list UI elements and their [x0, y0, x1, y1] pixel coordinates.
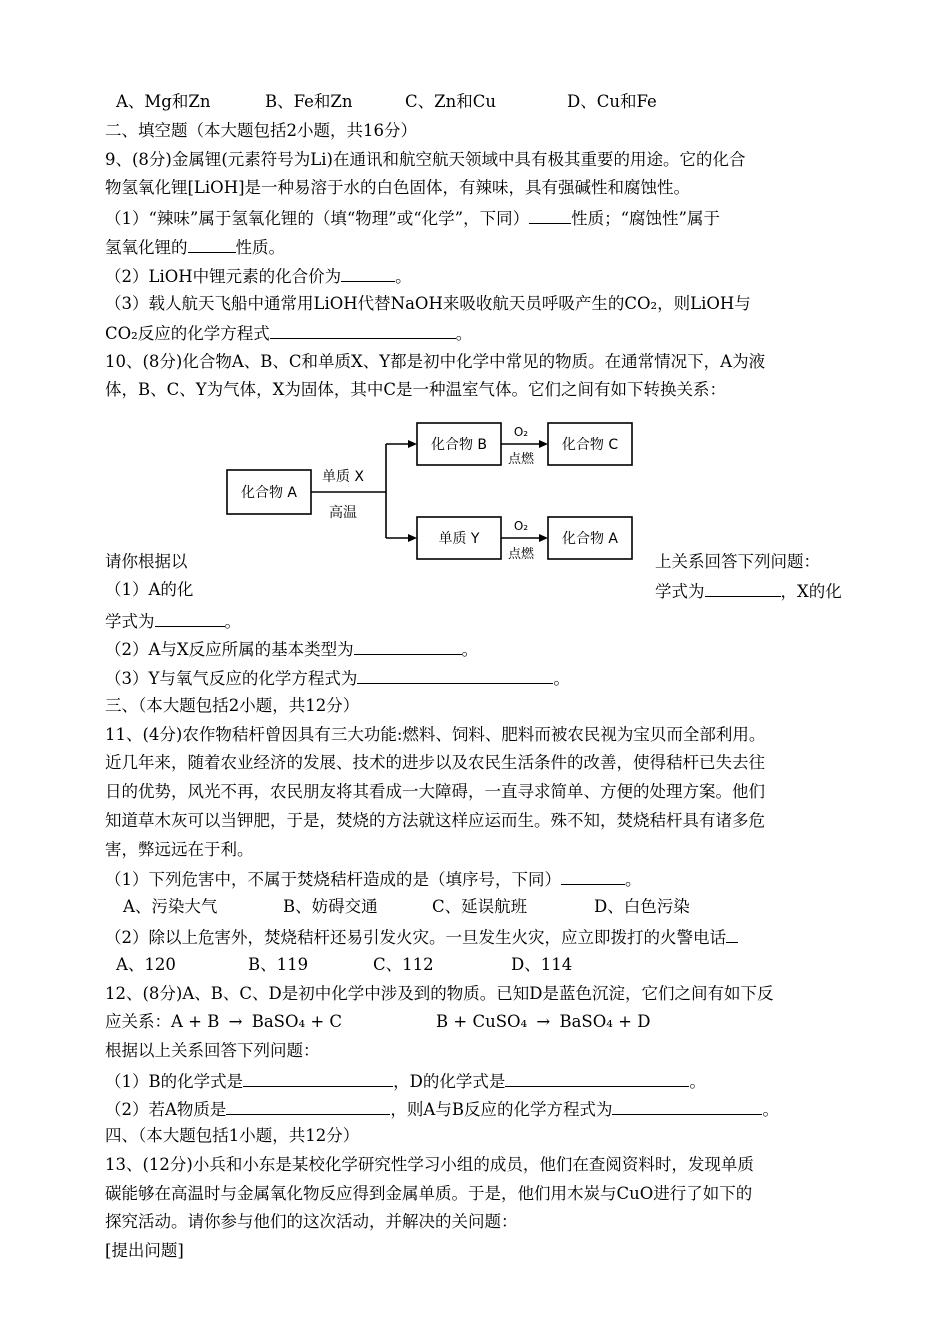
q10-blank-x-formula[interactable] — [155, 610, 225, 627]
q9-part1-text: （1）“辣味”属于氢氧化锂的（填“物理”或“化学”，下同） — [105, 209, 530, 228]
q9-line4-text2: 性质。 — [235, 238, 285, 257]
q13-line2: 碳能够在高温时与金属氧化物反应得到金属单质。于是，他们用木炭与CuO进行了如下的 — [105, 1184, 753, 1203]
q11-blank-fire-phone[interactable] — [726, 926, 738, 943]
diagram-arrowhead-a2 — [539, 534, 548, 542]
diagram-label-o2-top: O₂ — [513, 425, 529, 439]
q10-line6 — [105, 638, 478, 660]
q13-line1: 13、(12分)小兵和小东是某校化学研究性学习小组的成员，他们在查阅资料时，发现单质 — [105, 1155, 754, 1174]
q12-reaction2-right: BaSO₄ + D — [559, 1012, 651, 1031]
q10-line2: 体，B、C、Y为气体，X为固体，其中C是一种温室气体。它们之间有如下转换关系： — [105, 380, 727, 399]
q12-part1-end: 。 — [689, 1072, 706, 1091]
q10-line5-end: 。 — [224, 612, 241, 631]
q10-line3-right: 上关系回答下列问题： — [655, 552, 820, 571]
q8-option-b: B、Fe和Zn — [265, 92, 353, 111]
q12-blank-d-formula[interactable] — [505, 1070, 689, 1087]
q9-part1-text2: 性质；“腐蚀性”属于 — [571, 209, 720, 228]
q10-line4-right — [655, 580, 842, 602]
q11-line6 — [105, 868, 642, 890]
q12-blank-b-formula[interactable] — [243, 1070, 393, 1087]
q10-line4-text: 学式为 — [655, 582, 705, 601]
q12-part2-text: （2）若A物质是 — [105, 1100, 227, 1119]
q11-line2: 近几年来，随着农业经济的发展、技术的进步以及农民生活条件的改善，使得秸杆已失去往 — [105, 753, 765, 772]
diagram-label-high-temp: 高温 — [329, 505, 357, 521]
q11-option-c: C、延误航班 — [432, 897, 528, 916]
q12-reaction1-left: 应关系：A + B — [105, 1012, 220, 1031]
q11-phone-option-c: C、112 — [373, 955, 434, 974]
q11-line3: 日的优势，风光不再，农民朋友将其看成一大障碍，一直寻求简单、方便的处理方案。他们 — [105, 782, 765, 801]
diagram-label-element-y: 单质 Y — [438, 531, 480, 547]
q12-reaction1-arrow: → — [228, 1012, 243, 1031]
q12-line1: 12、(8分)A、B、C、D是初中化学中涉及到的物质。已知D是蓝色沉淀，它们之间有如下反 — [105, 984, 774, 1003]
diagram-label-ignite-top: 点燃 — [507, 452, 535, 467]
q11-phone-option-a: A、120 — [116, 955, 176, 974]
q10-part3-end: 。 — [553, 669, 570, 688]
q12-reaction1-right: BaSO₄ + C — [251, 1012, 343, 1031]
q9-line2: 物氢氧化锂[LiOH]是一种易溶于水的白色固体，有辣味，具有强碱性和腐蚀性。 — [105, 178, 691, 197]
q12-part1-text2: ，D的化学式是 — [393, 1072, 506, 1091]
q11-part1-end: 。 — [625, 870, 642, 889]
q12-reaction2-left: B + CuSO₄ — [436, 1012, 528, 1031]
q10-line4-left: （1）A的化 — [105, 580, 194, 599]
q12-reaction2 — [436, 1012, 650, 1032]
q10-part2-text: （2）A与X反应所属的基本类型为 — [105, 640, 354, 659]
diagram-label-compound-a: 化合物 A — [240, 485, 298, 501]
q10-blank-equation[interactable] — [357, 667, 553, 684]
q11-option-a: A、污染大气 — [123, 897, 218, 916]
q8-option-a: A、Mg和Zn — [116, 92, 211, 111]
q9-part2-end: 。 — [395, 267, 412, 286]
diagram-arrowhead-c — [539, 440, 548, 448]
q11-line1: 11、(4分)农作物秸杆曾因具有三大功能:燃料、饲料、肥料而被农民视为宝贝而全部利用。 — [105, 725, 766, 744]
q12-reaction2-arrow: → — [536, 1012, 551, 1031]
section2-title: 二、填空题（本大题包括2小题，共16分） — [105, 121, 417, 140]
q11-line8 — [105, 926, 738, 948]
q9-line1: 9、(8分)金属锂(元素符号为Li)在通讯和航空航天领域中具有极其重要的用途。它的化合 — [105, 150, 746, 169]
q12-line2 — [105, 1012, 342, 1032]
q11-line4: 知道草木灰可以当钾肥，于是，焚烧的方法就这样应运而生。殊不知，焚烧秸杆具有诸多危 — [105, 811, 765, 830]
q12-line5 — [105, 1098, 779, 1120]
diagram-arrowhead-b — [408, 440, 417, 448]
q11-part2-text: （2）除以上危害外，焚烧秸杆还易引发火灾。一旦发生火灾，应立即拨打的火警电话 — [105, 928, 726, 947]
q12-blank-equation[interactable] — [612, 1098, 762, 1115]
q9-line4-text: 氢氧化锂的 — [105, 238, 188, 257]
q10-line7 — [105, 667, 570, 689]
q13-line3: 探究活动。请你参与他们的这次活动，并解决的关问题： — [105, 1212, 518, 1231]
q11-option-d: D、白色污染 — [594, 897, 690, 916]
diagram-label-o2-bottom: O₂ — [513, 519, 529, 533]
q12-part1-text: （1）B的化学式是 — [105, 1072, 244, 1091]
q13-line4: [提出问题] — [105, 1241, 184, 1260]
q10-line4-text2: ，X的化 — [780, 582, 842, 601]
q12-line4 — [105, 1070, 706, 1092]
q9-part3-end: 。 — [455, 324, 473, 343]
q11-phone-option-b: B、119 — [248, 955, 309, 974]
q12-blank-a-substance[interactable] — [226, 1098, 390, 1115]
q10-line1: 10、(8分)化合物A、B、C和单质X、Y都是初中化学中常见的物质。在通常情况下，A为液 — [105, 352, 766, 371]
q9-part3-text: CO₂反应的化学方程式 — [105, 324, 270, 343]
q10-blank-reaction-type[interactable] — [354, 638, 462, 655]
q10-part3-text: （3）Y与氧气反应的化学方程式为 — [105, 669, 358, 688]
q10-part2-end: 。 — [461, 640, 479, 659]
q10-line5-text: 学式为 — [105, 612, 155, 631]
section3-title: 三、（本大题包括2小题，共12分） — [105, 696, 360, 715]
q10-line5 — [105, 610, 241, 632]
section4-title: 四、（本大题包括1小题，共12分） — [105, 1126, 360, 1145]
q12-part2-text2: ，则A与B反应的化学方程式为 — [390, 1100, 613, 1119]
q8-option-c: C、Zn和Cu — [405, 92, 496, 111]
q12-line3: 根据以上关系回答下列问题： — [105, 1041, 320, 1060]
q11-part1-text: （1）下列危害中，不属于焚烧秸杆造成的是（填序号，下同） — [105, 870, 561, 889]
diagram-label-compound-c: 化合物 C — [561, 437, 619, 453]
q11-blank-not-harm[interactable] — [561, 868, 625, 885]
q10-line3-left: 请你根据以 — [105, 552, 188, 571]
q11-option-b: B、妨碍交通 — [283, 897, 378, 916]
diagram-arrowhead-y — [408, 534, 417, 542]
q9-part2-text: （2）LiOH中锂元素的化合价为 — [105, 267, 342, 286]
diagram-label-compound-b: 化合物 B — [430, 437, 488, 453]
q10-blank-a-formula[interactable] — [705, 580, 781, 597]
diagram-label-element-x: 单质 X — [321, 469, 365, 485]
q12-part2-end: 。 — [762, 1100, 779, 1119]
diagram-label-ignite-bottom: 点燃 — [507, 547, 535, 562]
q11-phone-option-d: D、114 — [511, 955, 573, 974]
q11-line5: 害，弊远远在于利。 — [105, 840, 254, 859]
q8-option-d: D、Cu和Fe — [567, 92, 657, 111]
q9-line6: （3）载人航天飞船中通常用LiOH代替NaOH来吸收航天员呼吸产生的CO₂，则LiOH与 — [105, 294, 751, 313]
diagram-label-compound-a2: 化合物 A — [561, 531, 619, 547]
